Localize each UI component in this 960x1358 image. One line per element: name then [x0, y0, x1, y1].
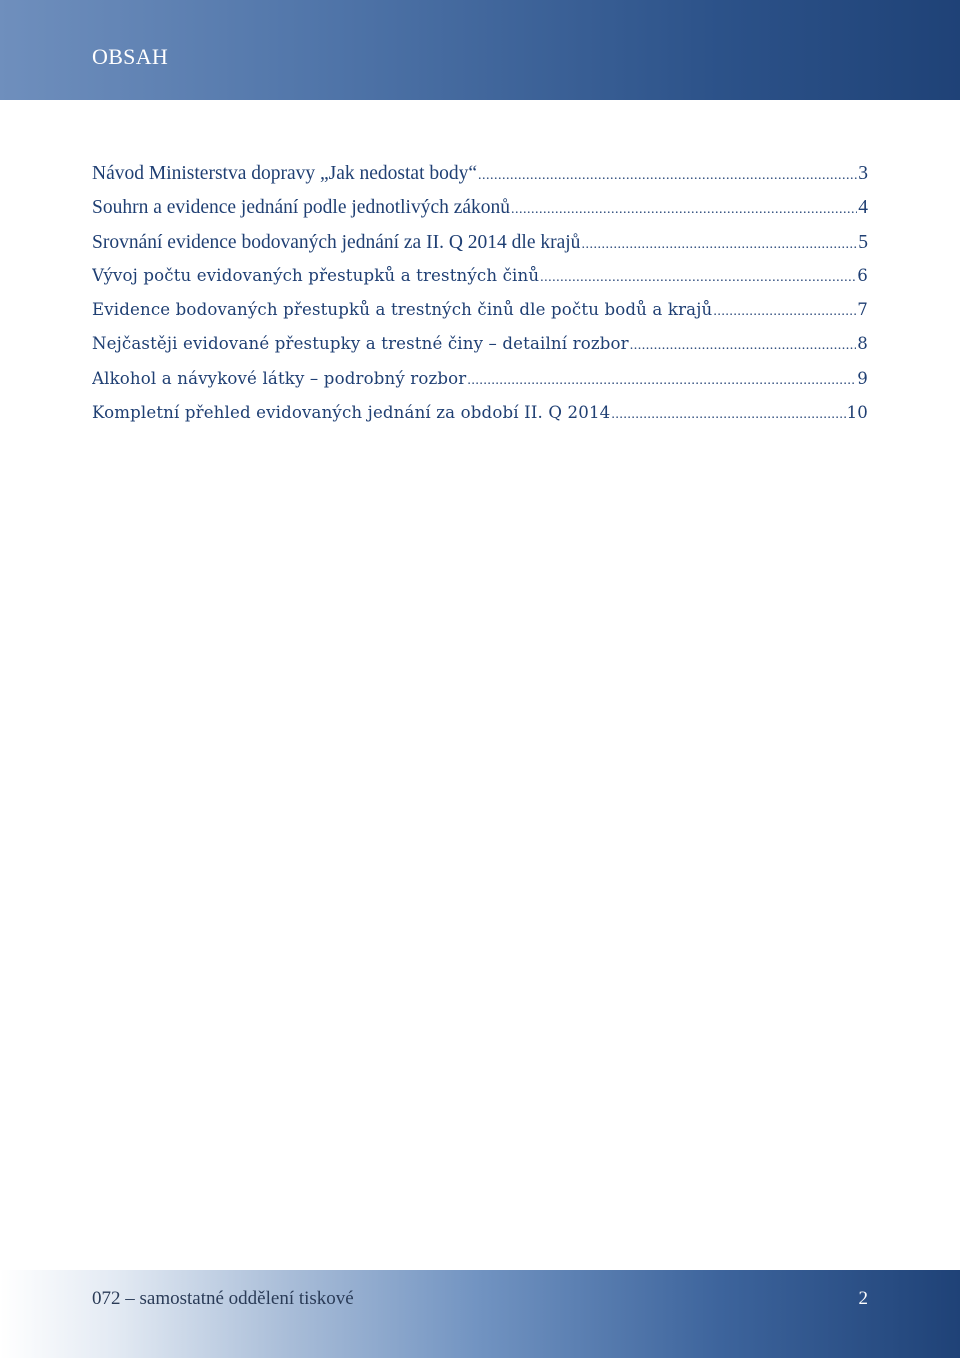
- toc-entry-title: Souhrn a evidence jednání podle jednotlivých zákonů: [92, 197, 511, 219]
- toc-entry-page: 5: [858, 231, 868, 253]
- toc-entry-page: 8: [857, 334, 868, 354]
- page-title: OBSAH: [92, 44, 169, 69]
- toc-entry[interactable]: [92, 300, 868, 334]
- toc-entry-title: Srovnání evidence bodovaných jednání za II. Q 2014 dle krajů: [92, 231, 581, 253]
- toc-entry[interactable]: [92, 334, 868, 368]
- table-of-contents: [92, 163, 868, 437]
- toc-entry[interactable]: [92, 403, 868, 437]
- toc-entry-title: Vývoj počtu evidovaných přestupků a trestných činů: [92, 265, 540, 285]
- toc-dot-leader: [540, 270, 856, 286]
- toc-dot-leader: [467, 373, 856, 389]
- toc-entry[interactable]: [92, 163, 868, 197]
- toc-entry[interactable]: [92, 266, 868, 300]
- toc-entry-page: 6: [857, 265, 868, 285]
- toc-entry[interactable]: [92, 369, 868, 403]
- footer-page-number: 2: [858, 1288, 868, 1309]
- toc-dot-leader: [478, 168, 857, 184]
- toc-entry-page: 10: [846, 403, 868, 423]
- footer-band: [0, 1270, 960, 1358]
- toc-entry-page: 9: [857, 368, 868, 388]
- toc-entry-page: 7: [857, 300, 868, 320]
- toc-dot-leader: [511, 202, 857, 218]
- toc-entry-title: Návod Ministerstva dopravy „Jak nedostat body“: [92, 163, 478, 184]
- toc-dot-leader: [713, 304, 856, 320]
- toc-dot-leader: [581, 237, 857, 253]
- toc-entry-title: Kompletní přehled evidovaných jednání za období II. Q 2014: [92, 403, 611, 423]
- toc-entry-page: 4: [858, 197, 868, 219]
- toc-entry[interactable]: [92, 197, 868, 231]
- toc-entry-page: 3: [858, 163, 868, 184]
- toc-entry[interactable]: [92, 232, 868, 266]
- toc-entry-title: Alkohol a návykové látky – podrobný rozbor: [92, 368, 467, 388]
- footer-department: 072 – samostatné oddělení tiskové: [92, 1288, 354, 1309]
- toc-dot-leader: [630, 338, 857, 354]
- toc-entry-title: Nejčastěji evidované přestupky a trestné činy – detailní rozbor: [92, 334, 629, 354]
- toc-dot-leader: [611, 407, 845, 423]
- toc-entry-title: Evidence bodovaných přestupků a trestných činů dle počtu bodů a krajů: [92, 300, 713, 320]
